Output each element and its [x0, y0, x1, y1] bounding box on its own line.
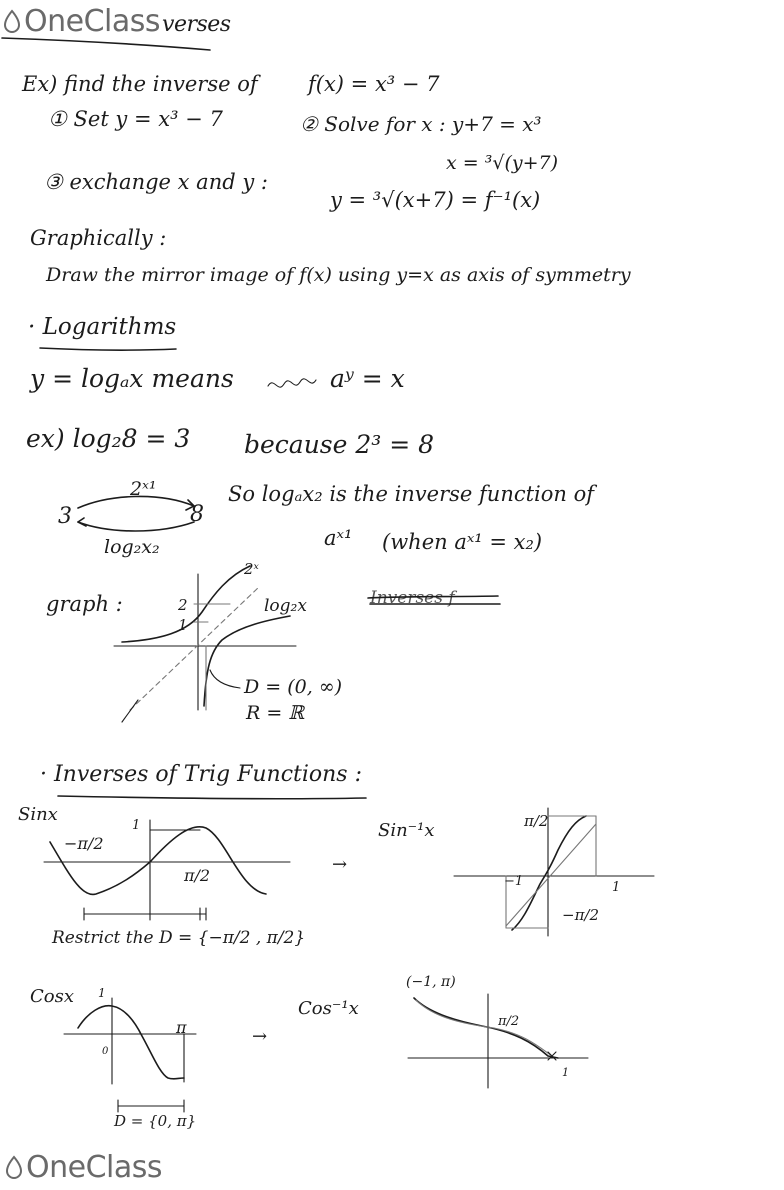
- arccos-one: 1: [562, 1066, 569, 1079]
- cos-label: Cosx: [30, 986, 74, 1007]
- log-definition-b: aʸ = x: [330, 364, 405, 393]
- page-title-suffix: verses: [162, 12, 231, 37]
- restrict-text: Restrict the D = {−π/2 , π/2}: [52, 928, 306, 948]
- so-line: So logₐx₂ is the inverse function of: [228, 482, 595, 506]
- arcsin-neg-one: −1: [504, 874, 524, 889]
- so-line-2b: (when aˣ¹ = x₂): [382, 530, 543, 554]
- step-3-a: ③ exchange x and y :: [44, 170, 268, 194]
- map-top-label: 2ˣ¹: [130, 478, 157, 500]
- arcsin-label: Sin⁻¹x: [378, 820, 435, 841]
- stray-mark: [116, 690, 156, 730]
- arccos-half-pi: π/2: [498, 1014, 520, 1029]
- sin-graph: [40, 816, 300, 926]
- arcsin-graph: [450, 800, 660, 940]
- arccos-point: (−1, π): [406, 974, 456, 990]
- cos-one: 1: [98, 986, 106, 1000]
- arcsin-bottom: −π/2: [562, 906, 600, 924]
- graph-label: graph :: [46, 592, 123, 616]
- footer-brand: [4, 1150, 162, 1185]
- graph-tick-1: 1: [178, 616, 188, 634]
- step-2: ② Solve for x : y+7 = x³: [300, 112, 542, 136]
- cos-domain: D = {0, π}: [114, 1112, 197, 1130]
- step-1: ① Set y = x³ − 7: [48, 107, 223, 131]
- map-arrows: [60, 486, 220, 546]
- cos-pi: π: [176, 1018, 187, 1037]
- logarithms-underline: [0, 330, 200, 360]
- sin-half-pi: π/2: [184, 866, 211, 885]
- trig-underline: [0, 790, 400, 810]
- log-domain: D = (0, ∞): [244, 676, 343, 698]
- cos-zero: 0: [102, 1046, 109, 1057]
- log-example-a: ex) log₂8 = 3: [26, 424, 191, 453]
- step-2-result: x = ³√(y+7): [446, 152, 559, 174]
- brand-name: OneClass: [24, 4, 161, 39]
- arcsin-one: 1: [612, 880, 621, 895]
- arccos-label: Cos⁻¹x: [298, 998, 359, 1019]
- footer-brand-name: OneClass: [26, 1150, 163, 1185]
- map-left-value: 3: [58, 504, 72, 529]
- graph-tick-2: 2: [178, 596, 188, 614]
- strike-through: [364, 584, 514, 614]
- struck-text: Inverses f: [370, 588, 455, 608]
- sin-label: Sinx: [18, 804, 58, 825]
- graphically-text: Draw the mirror image of f(x) using y=x as axis of symmetry: [46, 264, 631, 286]
- log-range: R = ℝ: [246, 702, 305, 724]
- sin-neg-half-pi: −π/2: [64, 834, 104, 853]
- log-example-b: because 2³ = 8: [244, 430, 435, 459]
- graph-log-label: log₂x: [264, 596, 307, 616]
- graph-exp-label: 2ˣ: [244, 560, 259, 578]
- log-definition-a: y = logₐx means: [30, 364, 234, 393]
- logarithms-heading: · Logarithms: [28, 314, 177, 340]
- so-line-2a: aˣ¹: [324, 526, 353, 550]
- sin-one: 1: [132, 818, 141, 833]
- map-right-value: 8: [190, 502, 204, 527]
- step-3-b: y = ³√(x+7) = f⁻¹(x): [330, 188, 541, 212]
- example-function: f(x) = x³ − 7: [308, 72, 440, 96]
- graphically-heading: Graphically :: [30, 226, 167, 250]
- title-underline: [0, 0, 784, 60]
- arcsin-top: π/2: [524, 812, 549, 830]
- map-bottom-label: log₂x₂: [104, 536, 160, 558]
- oneclass-footer-logo-icon: [4, 1155, 24, 1181]
- scribble-mark: [264, 372, 320, 396]
- sin-arrow: →: [332, 854, 348, 875]
- trig-heading: · Inverses of Trig Functions :: [40, 762, 362, 787]
- example-intro: Ex) find the inverse of: [22, 72, 258, 96]
- cos-arrow: →: [252, 1026, 268, 1047]
